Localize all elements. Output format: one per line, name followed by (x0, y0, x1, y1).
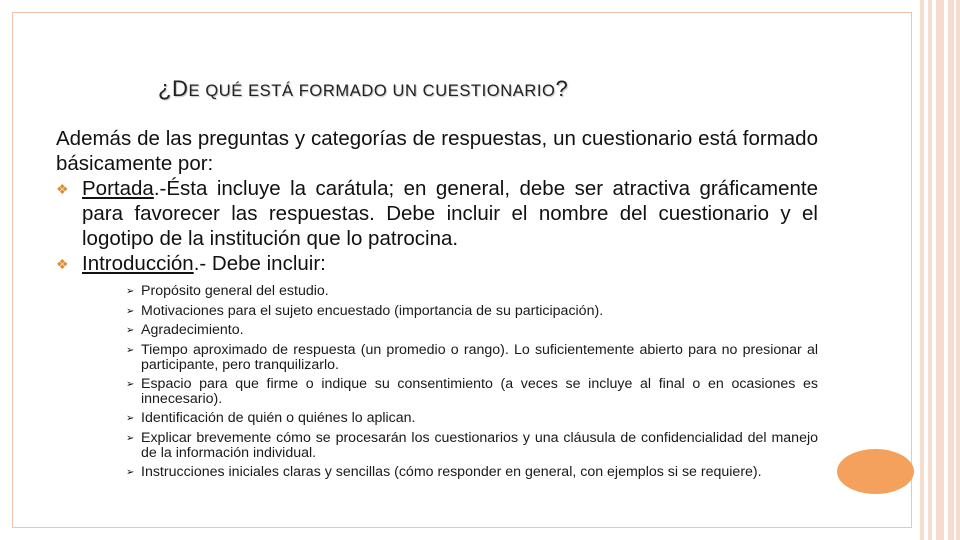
list-item-text: Propósito general del estudio. (141, 283, 329, 299)
arrowhead-bullet-icon: ➢ (126, 305, 135, 317)
list-item-text: Explicar brevemente cómo se procesarán los cuestionarios y una cláusula de confidencialidad del manejo de la información individual. (141, 430, 818, 461)
list-item-text: Instrucciones iniciales claras y sencillas (cómo responder en general, con ejemplos si se requiere). (141, 464, 762, 481)
bullet-term: Introducción (82, 252, 194, 275)
list-item (126, 431, 818, 460)
diamond-bullet-icon: ❖ (56, 181, 69, 197)
list-item (126, 284, 818, 299)
bullet-introduccion (56, 251, 818, 276)
arrowhead-bullet-icon: ➢ (126, 379, 135, 391)
arrowhead-bullet-icon: ➢ (126, 467, 135, 479)
bullet-text: .-Ésta incluye la carátula; en general, debe ser atractiva gráficamente para favorecer las respuestas. Debe incluir el nombre del cuestionario y el logotipo de la institución que lo patrocina. (82, 177, 818, 250)
list-item-text: Agradecimiento. (141, 322, 244, 339)
title-initial: D (172, 76, 189, 101)
list-item (126, 377, 818, 406)
slide-content (56, 126, 818, 485)
list-item (126, 465, 818, 480)
list-item-text: Tiempo aproximado de respuesta (un promedio o rango). Lo suficientemente abierto para no presionar al participante, pero tranquilizarlo. (141, 342, 818, 373)
decorative-orange-circle (837, 449, 914, 494)
bullet-text: .- Debe incluir: (193, 252, 326, 275)
title-prefix: ¿ (158, 76, 173, 101)
slide-title (158, 76, 858, 102)
intro-sub-list (126, 284, 818, 480)
list-item (126, 411, 818, 426)
list-item-text: Motivaciones para el sujeto encuestado (importancia de su participación). (141, 302, 604, 319)
arrowhead-bullet-icon: ➢ (126, 325, 135, 337)
decorative-side-stripes (920, 0, 960, 540)
title-end: ? (555, 76, 569, 101)
list-item-text: Identificación de quién o quiénes lo aplican. (141, 410, 416, 427)
bullet-portada (56, 176, 818, 251)
intro-paragraph: Además de las preguntas y categorías de respuestas, un cuestionario está formado básicamente por: (56, 127, 818, 175)
arrowhead-bullet-icon: ➢ (126, 413, 135, 425)
list-item (126, 343, 818, 372)
list-item (126, 323, 818, 338)
bullet-term: Portada (82, 177, 154, 200)
arrowhead-bullet-icon: ➢ (126, 433, 135, 445)
list-item-text: Espacio para que firme o indique su consentimiento (a veces se incluye al final o en ocasiones es innecesario). (141, 376, 818, 407)
title-rest: E QUÉ ESTÁ FORMADO UN CUESTIONARIO (188, 82, 556, 100)
arrowhead-bullet-icon: ➢ (126, 345, 135, 357)
diamond-bullet-icon: ❖ (56, 256, 69, 272)
arrowhead-bullet-icon: ➢ (126, 286, 135, 297)
list-item (126, 304, 818, 319)
